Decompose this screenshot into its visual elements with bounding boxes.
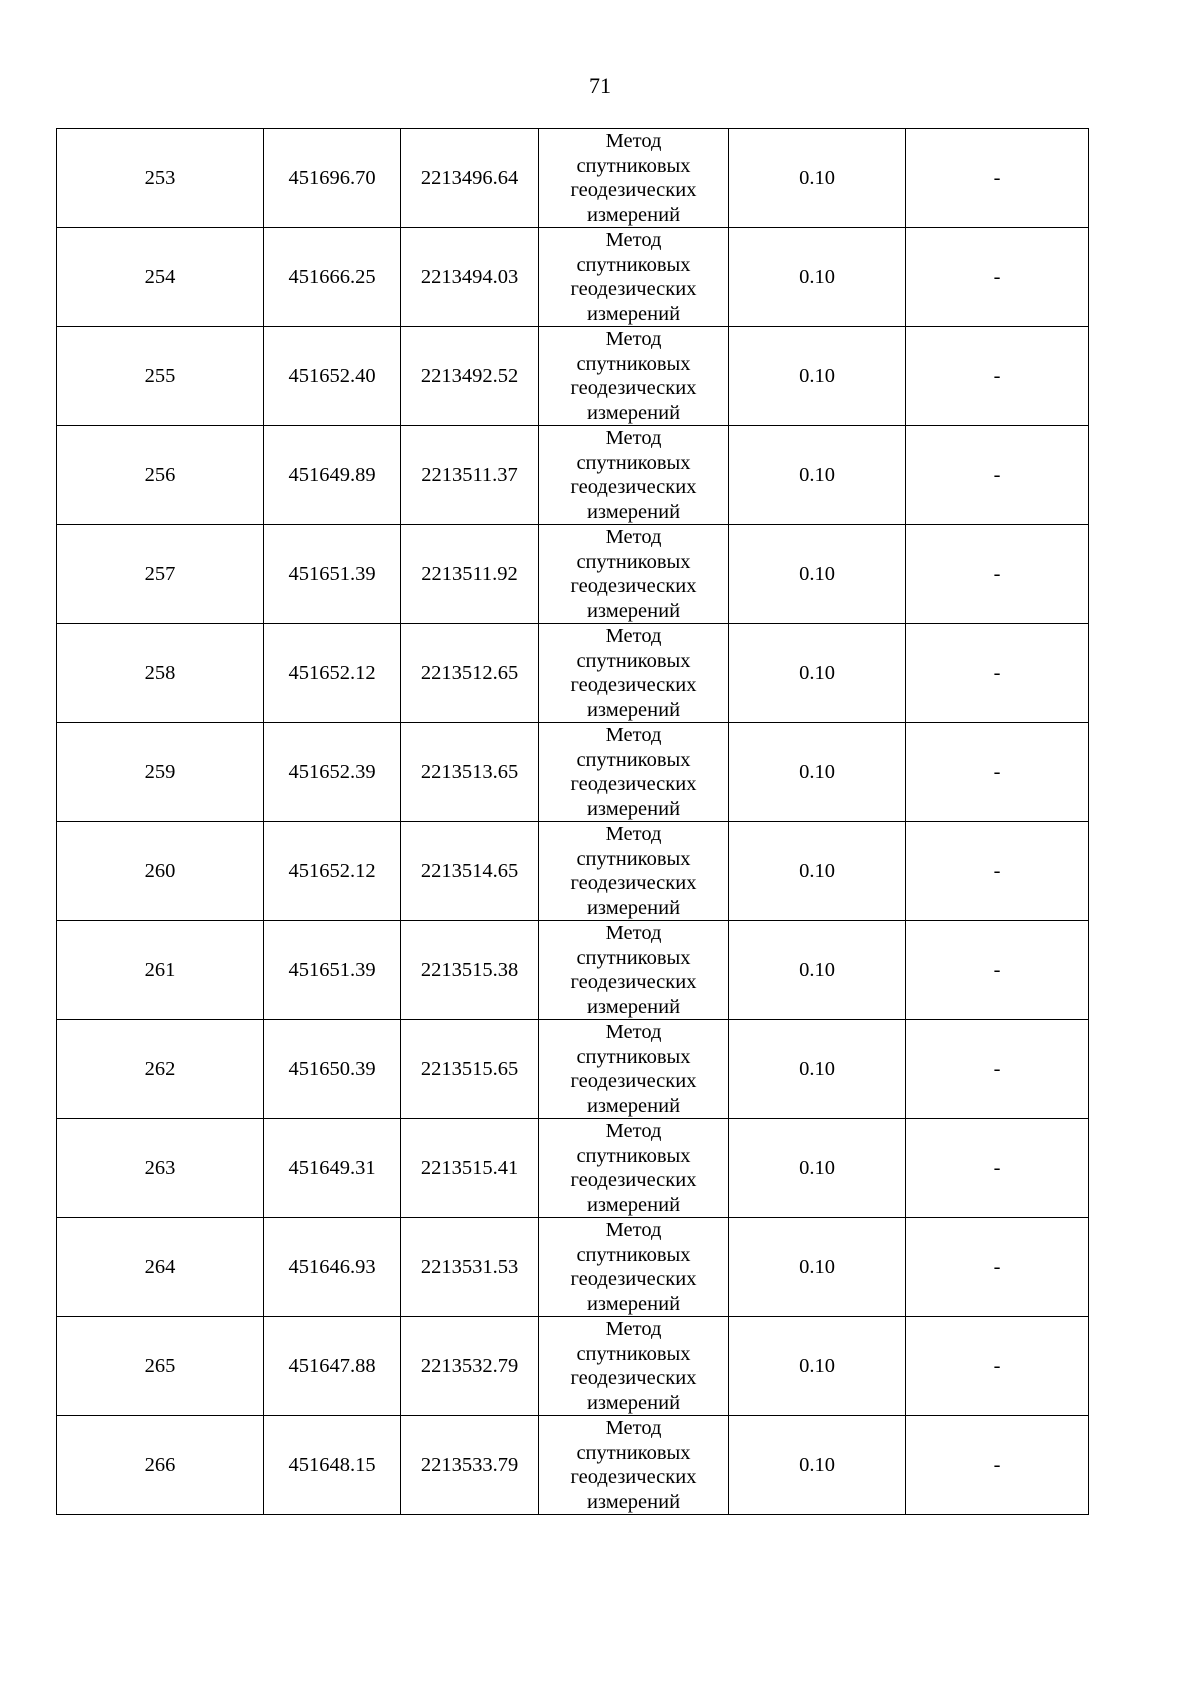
point-number-cell: 265 <box>57 1317 264 1416</box>
method-text-line: геодезических <box>570 872 697 894</box>
method-text-line: геодезических <box>570 1466 697 1488</box>
table-row <box>57 723 1089 822</box>
method-text-line: Метод <box>605 1021 662 1043</box>
method-text-line: измерений <box>586 1391 681 1414</box>
table-row <box>57 1218 1089 1317</box>
method-cell <box>539 525 729 624</box>
method-cell <box>539 723 729 822</box>
method-text-line: геодезических <box>570 1169 697 1191</box>
method-cell <box>539 426 729 525</box>
y-coordinate-cell: 2213513.65 <box>401 723 539 822</box>
method-cell <box>539 1218 729 1317</box>
table-row <box>57 1020 1089 1119</box>
table-row <box>57 426 1089 525</box>
note-cell: - <box>906 1317 1089 1416</box>
point-number-cell: 266 <box>57 1416 264 1515</box>
x-coordinate-cell: 451650.39 <box>264 1020 401 1119</box>
note-cell: - <box>906 723 1089 822</box>
x-coordinate-cell: 451652.39 <box>264 723 401 822</box>
table-row <box>57 228 1089 327</box>
method-text-line: спутниковых <box>576 748 691 771</box>
table-row <box>57 1119 1089 1218</box>
accuracy-cell: 0.10 <box>729 624 906 723</box>
x-coordinate-cell: 451648.15 <box>264 1416 401 1515</box>
x-coordinate-cell: 451666.25 <box>264 228 401 327</box>
method-text-line: геодезических <box>570 1367 697 1389</box>
accuracy-cell: 0.10 <box>729 228 906 327</box>
y-coordinate-cell: 2213496.64 <box>401 129 539 228</box>
y-coordinate-cell: 2213514.65 <box>401 822 539 921</box>
method-text-line: измерений <box>586 1094 681 1117</box>
method-text-line: спутниковых <box>576 1342 691 1365</box>
x-coordinate-cell: 451651.39 <box>264 525 401 624</box>
x-coordinate-cell: 451647.88 <box>264 1317 401 1416</box>
table-row <box>57 129 1089 228</box>
point-number-cell: 261 <box>57 921 264 1020</box>
method-text-line: измерений <box>586 500 681 523</box>
note-cell: - <box>906 525 1089 624</box>
method-cell <box>539 228 729 327</box>
method-text-line: Метод <box>605 328 662 350</box>
method-text-line: Метод <box>605 427 662 449</box>
y-coordinate-cell: 2213511.92 <box>401 525 539 624</box>
note-cell: - <box>906 228 1089 327</box>
method-text-line: измерений <box>586 203 681 226</box>
note-cell: - <box>906 822 1089 921</box>
method-text-line: спутниковых <box>576 1045 691 1068</box>
note-cell: - <box>906 327 1089 426</box>
point-number-cell: 256 <box>57 426 264 525</box>
y-coordinate-cell: 2213531.53 <box>401 1218 539 1317</box>
method-text-line: спутниковых <box>576 550 691 573</box>
x-coordinate-cell: 451696.70 <box>264 129 401 228</box>
x-coordinate-cell: 451646.93 <box>264 1218 401 1317</box>
method-cell <box>539 1317 729 1416</box>
method-text-line: измерений <box>586 1193 681 1216</box>
accuracy-cell: 0.10 <box>729 129 906 228</box>
accuracy-cell: 0.10 <box>729 822 906 921</box>
note-cell: - <box>906 426 1089 525</box>
method-text-line: спутниковых <box>576 847 691 870</box>
method-text-line: геодезических <box>570 773 697 795</box>
method-cell <box>539 1416 729 1515</box>
accuracy-cell: 0.10 <box>729 723 906 822</box>
method-text-line: Метод <box>605 1120 662 1142</box>
method-cell <box>539 129 729 228</box>
method-text-line: спутниковых <box>576 1441 691 1464</box>
table-row <box>57 822 1089 921</box>
y-coordinate-cell: 2213492.52 <box>401 327 539 426</box>
method-text-line: Метод <box>605 724 662 746</box>
method-text-line: спутниковых <box>576 649 691 672</box>
method-text-line: геодезических <box>570 674 697 696</box>
point-number-cell: 255 <box>57 327 264 426</box>
method-cell <box>539 822 729 921</box>
x-coordinate-cell: 451649.89 <box>264 426 401 525</box>
x-coordinate-cell: 451652.12 <box>264 822 401 921</box>
method-text-line: геодезических <box>570 377 697 399</box>
table-row <box>57 327 1089 426</box>
method-cell <box>539 624 729 723</box>
method-text-line: Метод <box>605 625 662 647</box>
method-cell <box>539 327 729 426</box>
method-text-line: геодезических <box>570 575 697 597</box>
accuracy-cell: 0.10 <box>729 525 906 624</box>
point-number-cell: 259 <box>57 723 264 822</box>
method-text-line: геодезических <box>570 278 697 300</box>
table-row <box>57 1317 1089 1416</box>
y-coordinate-cell: 2213494.03 <box>401 228 539 327</box>
note-cell: - <box>906 1416 1089 1515</box>
method-text-line: геодезических <box>570 1070 697 1092</box>
accuracy-cell: 0.10 <box>729 1020 906 1119</box>
method-cell <box>539 921 729 1020</box>
method-text-line: спутниковых <box>576 946 691 969</box>
method-text-line: измерений <box>586 302 681 325</box>
method-text-line: Метод <box>605 229 662 251</box>
x-coordinate-cell: 451651.39 <box>264 921 401 1020</box>
method-text-line: измерений <box>586 599 681 622</box>
x-coordinate-cell: 451652.12 <box>264 624 401 723</box>
note-cell: - <box>906 1218 1089 1317</box>
method-text-line: Метод <box>605 526 662 548</box>
table-row <box>57 1416 1089 1515</box>
method-text-line: геодезических <box>570 179 697 201</box>
point-number-cell: 262 <box>57 1020 264 1119</box>
method-text-line: Метод <box>605 1318 662 1340</box>
x-coordinate-cell: 451649.31 <box>264 1119 401 1218</box>
method-text-line: Метод <box>605 1219 662 1241</box>
accuracy-cell: 0.10 <box>729 1119 906 1218</box>
method-cell <box>539 1119 729 1218</box>
point-number-cell: 263 <box>57 1119 264 1218</box>
note-cell: - <box>906 624 1089 723</box>
y-coordinate-cell: 2213515.38 <box>401 921 539 1020</box>
point-number-cell: 260 <box>57 822 264 921</box>
method-text-line: спутниковых <box>576 1144 691 1167</box>
point-number-cell: 254 <box>57 228 264 327</box>
method-text-line: измерений <box>586 896 681 919</box>
method-text-line: измерений <box>586 995 681 1018</box>
method-text-line: геодезических <box>570 476 697 498</box>
note-cell: - <box>906 1119 1089 1218</box>
coordinates-table-body <box>57 129 1089 1515</box>
note-cell: - <box>906 129 1089 228</box>
method-text-line: спутниковых <box>576 1243 691 1266</box>
y-coordinate-cell: 2213515.41 <box>401 1119 539 1218</box>
method-text-line: спутниковых <box>576 253 691 276</box>
point-number-cell: 264 <box>57 1218 264 1317</box>
accuracy-cell: 0.10 <box>729 327 906 426</box>
y-coordinate-cell: 2213532.79 <box>401 1317 539 1416</box>
method-cell <box>539 1020 729 1119</box>
point-number-cell: 258 <box>57 624 264 723</box>
method-text-line: спутниковых <box>576 352 691 375</box>
point-number-cell: 257 <box>57 525 264 624</box>
point-number-cell: 253 <box>57 129 264 228</box>
table-row <box>57 624 1089 723</box>
x-coordinate-cell: 451652.40 <box>264 327 401 426</box>
table-row <box>57 525 1089 624</box>
method-text-line: Метод <box>605 130 662 152</box>
y-coordinate-cell: 2213512.65 <box>401 624 539 723</box>
method-text-line: измерений <box>586 401 681 424</box>
method-text-line: Метод <box>605 823 662 845</box>
accuracy-cell: 0.10 <box>729 1317 906 1416</box>
accuracy-cell: 0.10 <box>729 426 906 525</box>
accuracy-cell: 0.10 <box>729 1218 906 1317</box>
method-text-line: измерений <box>586 797 681 820</box>
method-text-line: Метод <box>605 1417 662 1439</box>
method-text-line: геодезических <box>570 1268 697 1290</box>
accuracy-cell: 0.10 <box>729 921 906 1020</box>
note-cell: - <box>906 921 1089 1020</box>
method-text-line: геодезических <box>570 971 697 993</box>
note-cell: - <box>906 1020 1089 1119</box>
page-number: 71 <box>589 73 611 98</box>
method-text-line: спутниковых <box>576 451 691 474</box>
coordinates-table <box>56 128 1089 1515</box>
table-row <box>57 921 1089 1020</box>
y-coordinate-cell: 2213515.65 <box>401 1020 539 1119</box>
method-text-line: спутниковых <box>576 154 691 177</box>
method-text-line: Метод <box>605 922 662 944</box>
accuracy-cell: 0.10 <box>729 1416 906 1515</box>
method-text-line: измерений <box>586 1292 681 1315</box>
method-text-line: измерений <box>586 1490 681 1513</box>
y-coordinate-cell: 2213533.79 <box>401 1416 539 1515</box>
method-text-line: измерений <box>586 698 681 721</box>
y-coordinate-cell: 2213511.37 <box>401 426 539 525</box>
